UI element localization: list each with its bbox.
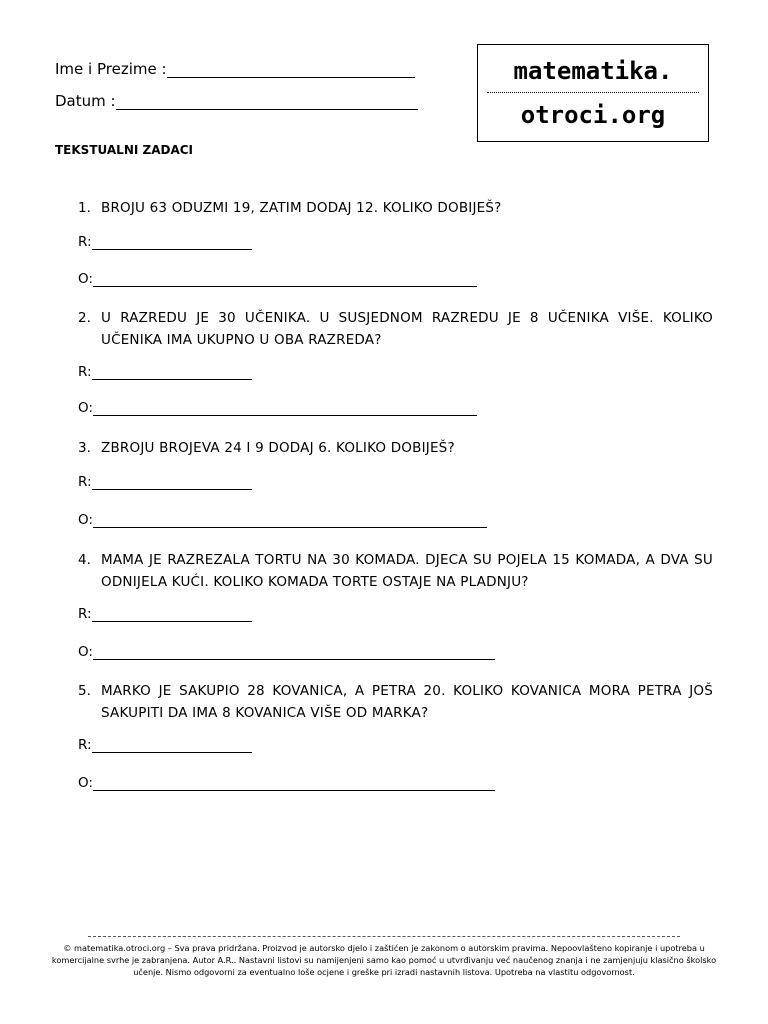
calc-label: R: bbox=[78, 364, 92, 380]
logo-divider bbox=[487, 92, 699, 93]
task-3-answer-row bbox=[78, 512, 487, 528]
task-text: U RAZREDU JE 30 UČENIKA. U SUSJEDNOM RAZREDU JE 8 UČENIKA VIŠE. KOLIKO UČENIKA IMA UKUPNO U OBA RAZREDA? bbox=[101, 310, 713, 348]
task-1-answer-row bbox=[78, 271, 477, 287]
task-3 bbox=[78, 437, 713, 459]
logo-line-2: otroci.org bbox=[520, 101, 666, 129]
task-text: MARKO JE SAKUPIO 28 KOVANICA, A PETRA 20. KOLIKO KOVANICA MORA PETRA JOŠ SAKUPITI DA IMA 8 KOVANICA VIŠE OD MARKA? bbox=[101, 683, 713, 721]
task-1-calc-row bbox=[78, 234, 252, 250]
answer-label: O: bbox=[78, 512, 93, 528]
task-number: 4. bbox=[78, 552, 91, 568]
answer-line[interactable] bbox=[93, 403, 477, 416]
worksheet-title: TEKSTUALNI ZADACI bbox=[55, 143, 194, 157]
answer-label: O: bbox=[78, 775, 93, 791]
task-5-answer-row bbox=[78, 775, 495, 791]
calc-label: R: bbox=[78, 737, 92, 753]
task-5 bbox=[78, 680, 713, 724]
task-2-calc-row bbox=[78, 364, 252, 380]
calc-label: R: bbox=[78, 474, 92, 490]
calc-label: R: bbox=[78, 606, 92, 622]
calc-line[interactable] bbox=[92, 477, 252, 490]
name-line[interactable] bbox=[167, 64, 415, 78]
task-4 bbox=[78, 549, 713, 593]
copyright-footer: © matematika.otroci.org – Sva prava pridržana. Proizvod je autorsko djelo i zaštićen je zakonom o autorskim pravima. Nepoovlašteno kopiranje i upotreba u komercijalne svrhe je zabranjena. Autor A.R.. Nastavni listovi su namijenjeni samo kao pomoć u utvrđivanju već naučenog znanja i ne zamjenjuju klasično školsko učenje. Nismo odgovorni za eventualno loše ocjene i greške pri izradi nastavnih listova. Upotreba na vlastitu odgovornost. bbox=[51, 943, 717, 977]
calc-line[interactable] bbox=[92, 609, 252, 622]
date-field bbox=[55, 92, 418, 110]
task-number: 3. bbox=[78, 440, 91, 456]
date-line[interactable] bbox=[116, 96, 418, 110]
task-3-calc-row bbox=[78, 474, 252, 490]
site-logo-box bbox=[477, 44, 709, 142]
task-2-answer-row bbox=[78, 400, 477, 416]
task-4-calc-row bbox=[78, 606, 252, 622]
task-5-calc-row bbox=[78, 737, 252, 753]
answer-label: O: bbox=[78, 400, 93, 416]
footer-divider bbox=[88, 936, 680, 937]
calc-line[interactable] bbox=[92, 237, 252, 250]
date-label: Datum : bbox=[55, 92, 116, 110]
task-number: 1. bbox=[78, 200, 91, 216]
answer-label: O: bbox=[78, 644, 93, 660]
answer-line[interactable] bbox=[93, 515, 487, 528]
answer-label: O: bbox=[78, 271, 93, 287]
task-2 bbox=[78, 307, 713, 351]
name-label: Ime i Prezime : bbox=[55, 60, 167, 78]
calc-line[interactable] bbox=[92, 740, 252, 753]
task-1 bbox=[78, 197, 713, 219]
answer-line[interactable] bbox=[93, 778, 495, 791]
task-text: BROJU 63 ODUZMI 19, ZATIM DODAJ 12. KOLIKO DOBIJEŠ? bbox=[101, 200, 502, 216]
calc-label: R: bbox=[78, 234, 92, 250]
task-text: MAMA JE RAZREZALA TORTU NA 30 KOMADA. DJECA SU POJELA 15 KOMADA, A DVA SU ODNIJELA KUĆI. KOLIKO KOMADA TORTE OSTAJE NA PLADNJU? bbox=[101, 552, 713, 590]
task-4-answer-row bbox=[78, 644, 495, 660]
name-field bbox=[55, 60, 415, 78]
answer-line[interactable] bbox=[93, 274, 477, 287]
calc-line[interactable] bbox=[92, 367, 252, 380]
task-number: 2. bbox=[78, 310, 91, 326]
task-text: ZBROJU BROJEVA 24 I 9 DODAJ 6. KOLIKO DOBIJEŠ? bbox=[101, 440, 455, 456]
logo-line-1: matematika. bbox=[513, 57, 673, 85]
task-number: 5. bbox=[78, 683, 91, 699]
answer-line[interactable] bbox=[93, 647, 495, 660]
